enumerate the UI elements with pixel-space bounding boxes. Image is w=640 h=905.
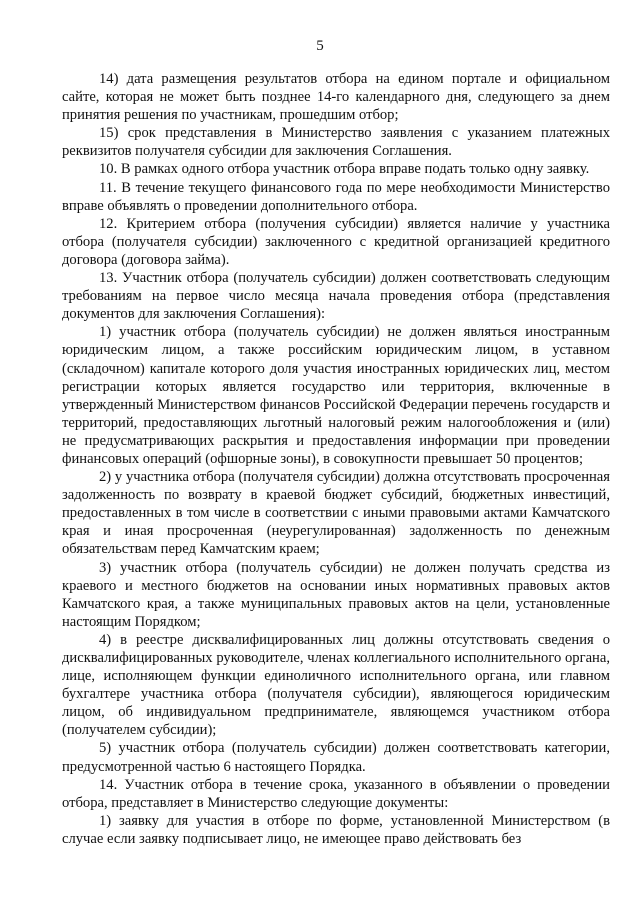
paragraph-document-1: 1) заявку для участия в отборе по форме, установленной Министерством (в случае если заявку подписывает лицо, не имеющее право действовать без bbox=[62, 812, 610, 847]
paragraph-requirement-3: 3) участник отбора (получатель субсидии) не должен получать средства из краевого и местного бюджетов на основании иных нормативных правовых актов Камчатского края, а также муниципальных правовых актов на цели, установленные настоящим Порядком; bbox=[62, 559, 610, 630]
paragraph-requirement-1: 1) участник отбора (получатель субсидии) не должен являться иностранным юридическим лицом, а также российским юридическим лицом, в уставном (складочном) капитале которого доля участия иностранных юридических лиц, местом регистрации которых является государство или территория, включенные в утвержденный Министерством финансов Российской Федерации перечень государств и территорий, предоставляющих льготный налоговый режим налогообложения и (или) не предусматривающих раскрытия и предоставления информации при проведении финансовых операций (офшорные зоны), в совокупности превышает 50 процентов; bbox=[62, 324, 610, 467]
paragraph-clause-12: 12. Критерием отбора (получения субсидии) является наличие у участника отбора (получателя субсидии) заключенного с кредитной организацией кредитного договора (договора займа). bbox=[62, 215, 610, 268]
page-number: 5 bbox=[316, 38, 324, 54]
paragraph-requirement-4: 4) в реестре дисквалифицированных лиц должны отсутствовать сведения о дисквалифицированных руководителе, членах коллегиального исполнительного органа, лице, исполняющем функции единоличного исполнительного органа, или главном бухгалтере участника отбора (получателя субсидии), являющегося юридическим лицом, об индивидуальном предпринимателе, являющемся участником отбора (получателем субсидии); bbox=[62, 631, 610, 739]
paragraph-clause-11: 11. В течение текущего финансового года по мере необходимости Министерство вправе объявлять о проведении дополнительного отбора. bbox=[62, 179, 610, 214]
document-body bbox=[62, 70, 610, 848]
paragraph-item-14: 14) дата размещения результатов отбора на едином портале и официальном сайте, которая не может быть позднее 14-го календарного дня, следующего за днем принятия решения по участникам, прошедшим отбор; bbox=[62, 71, 610, 124]
paragraph-clause-14: 14. Участник отбора в течение срока, указанного в объявлении о проведении отбора, представляет в Министерство следующие документы: bbox=[62, 776, 610, 811]
paragraph-clause-10: 10. В рамках одного отбора участник отбора вправе подать только одну заявку. bbox=[99, 161, 590, 178]
paragraph-clause-13: 13. Участник отбора (получатель субсидии) должен соответствовать следующим требованиям на первое число месяца начала проведения отбора (представления документов для заключения Соглашения): bbox=[62, 270, 610, 323]
paragraph-requirement-5: 5) участник отбора (получатель субсидии) должен соответствовать категории, предусмотренной частью 6 настоящего Порядка. bbox=[62, 740, 610, 775]
paragraph-requirement-2: 2) у участника отбора (получателя субсидии) должна отсутствовать просроченная задолженность по возврату в краевой бюджет субсидий, бюджетных инвестиций, предоставленных в том числе в соответствии с иными правовыми актами Камчатского края и иная просроченная (неурегулированная) задолженность по денежным обязательствам перед Камчатским краем; bbox=[62, 469, 610, 558]
paragraph-item-15: 15) срок представления в Министерство заявления с указанием платежных реквизитов получателя субсидии для заключения Соглашения. bbox=[62, 125, 610, 160]
